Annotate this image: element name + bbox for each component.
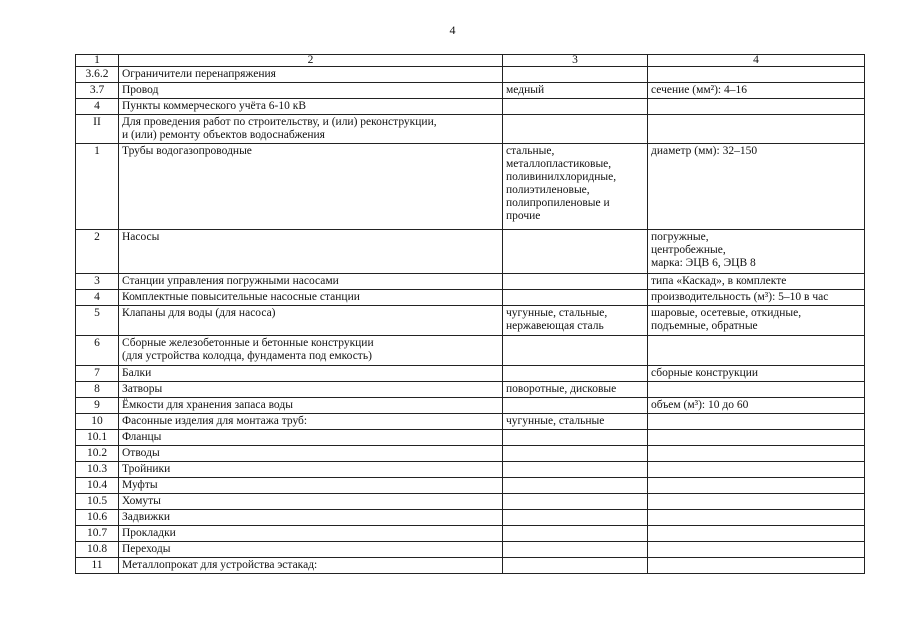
table-row (76, 67, 865, 83)
row-number: 10.8 (76, 542, 119, 558)
row-material (503, 430, 648, 446)
row-number: 3.6.2 (76, 67, 119, 83)
row-material (503, 462, 648, 478)
row-name: Задвижки (119, 510, 503, 526)
row-material (503, 366, 648, 382)
header-col-4: 4 (648, 55, 865, 67)
row-name: Хомуты (119, 494, 503, 510)
row-name: Насосы (119, 230, 503, 274)
row-spec (648, 67, 865, 83)
row-number: 4 (76, 99, 119, 115)
row-number: II (76, 115, 119, 144)
row-number: 9 (76, 398, 119, 414)
table-row (76, 510, 865, 526)
row-name: Сборные железобетонные и бетонные конструкции (для устройства колодца, фундамента под емкость) (119, 336, 503, 366)
equipment-table (75, 54, 865, 574)
row-name: Затворы (119, 382, 503, 398)
row-spec (648, 478, 865, 494)
row-material: чугунные, стальные, нержавеющая сталь (503, 306, 648, 336)
row-number: 10.3 (76, 462, 119, 478)
row-spec: объем (м³): 10 до 60 (648, 398, 865, 414)
row-number: 7 (76, 366, 119, 382)
row-spec: сечение (мм²): 4–16 (648, 83, 865, 99)
table-row (76, 99, 865, 115)
row-spec (648, 414, 865, 430)
row-number: 3 (76, 274, 119, 290)
header-col-2: 2 (119, 55, 503, 67)
row-material: стальные, металлопластиковые, поливинилхлоридные, полиэтиленовые, полипропиленовые и прочие (503, 144, 648, 230)
table-header-row (76, 55, 865, 67)
row-spec (648, 558, 865, 574)
row-spec (648, 462, 865, 478)
row-name: Прокладки (119, 526, 503, 542)
table-row (76, 115, 865, 144)
row-name: Фланцы (119, 430, 503, 446)
table-row (76, 366, 865, 382)
row-material (503, 478, 648, 494)
row-material: чугунные, стальные (503, 414, 648, 430)
table-row (76, 274, 865, 290)
row-name: Клапаны для воды (для насоса) (119, 306, 503, 336)
row-spec: сборные конструкции (648, 366, 865, 382)
row-name: Станции управления погружными насосами (119, 274, 503, 290)
row-spec: шаровые, осетевые, откидные, подъемные, обратные (648, 306, 865, 336)
row-number: 1 (76, 144, 119, 230)
row-spec (648, 446, 865, 462)
row-material (503, 558, 648, 574)
row-number: 2 (76, 230, 119, 274)
row-name: Ограничители перенапряжения (119, 67, 503, 83)
table-row (76, 144, 865, 230)
row-number: 8 (76, 382, 119, 398)
header-col-3: 3 (503, 55, 648, 67)
table-row (76, 290, 865, 306)
row-number: 4 (76, 290, 119, 306)
row-material (503, 398, 648, 414)
row-material (503, 494, 648, 510)
row-material (503, 115, 648, 144)
row-number: 10.4 (76, 478, 119, 494)
row-spec (648, 336, 865, 366)
row-material (503, 542, 648, 558)
table-body (76, 67, 865, 574)
row-spec (648, 494, 865, 510)
row-number: 10 (76, 414, 119, 430)
row-material (503, 336, 648, 366)
table-row (76, 414, 865, 430)
row-material (503, 446, 648, 462)
row-number: 11 (76, 558, 119, 574)
table-row (76, 494, 865, 510)
row-spec (648, 382, 865, 398)
table-row (76, 336, 865, 366)
row-spec (648, 526, 865, 542)
row-name: Ёмкости для хранения запаса воды (119, 398, 503, 414)
row-material: поворотные, дисковые (503, 382, 648, 398)
row-spec (648, 542, 865, 558)
row-spec: производительность (м³): 5–10 в час (648, 290, 865, 306)
table-row (76, 83, 865, 99)
row-material (503, 274, 648, 290)
table-row (76, 462, 865, 478)
row-name: Переходы (119, 542, 503, 558)
row-material (503, 230, 648, 274)
row-name: Балки (119, 366, 503, 382)
table-row (76, 230, 865, 274)
row-number: 10.6 (76, 510, 119, 526)
row-material (503, 67, 648, 83)
table-row (76, 430, 865, 446)
row-name: Комплектные повысительные насосные станции (119, 290, 503, 306)
row-spec (648, 510, 865, 526)
page-number: 4 (449, 23, 456, 37)
row-spec (648, 99, 865, 115)
row-spec: типа «Каскад», в комплекте (648, 274, 865, 290)
row-name: Фасонные изделия для монтажа труб: (119, 414, 503, 430)
row-material (503, 526, 648, 542)
table-row (76, 558, 865, 574)
row-number: 10.7 (76, 526, 119, 542)
row-name: Для проведения работ по строительству, и (или) реконструкции, и (или) ремонту объектов водоснабжения (119, 115, 503, 144)
row-number: 6 (76, 336, 119, 366)
table-row (76, 446, 865, 462)
row-spec (648, 430, 865, 446)
row-material (503, 99, 648, 115)
row-name: Отводы (119, 446, 503, 462)
table-row (76, 306, 865, 336)
row-material (503, 510, 648, 526)
row-name: Пункты коммерческого учёта 6-10 кВ (119, 99, 503, 115)
row-name: Трубы водогазопроводные (119, 144, 503, 230)
row-name: Металлопрокат для устройства эстакад: (119, 558, 503, 574)
row-spec: диаметр (мм): 32–150 (648, 144, 865, 230)
row-spec: погружные, центробежные, марка: ЭЦВ 6, ЭЦВ 8 (648, 230, 865, 274)
row-number: 3.7 (76, 83, 119, 99)
row-name: Провод (119, 83, 503, 99)
row-number: 10.5 (76, 494, 119, 510)
table-row (76, 398, 865, 414)
row-number: 5 (76, 306, 119, 336)
row-name: Тройники (119, 462, 503, 478)
row-number: 10.1 (76, 430, 119, 446)
row-material (503, 290, 648, 306)
table-row (76, 478, 865, 494)
table-row (76, 542, 865, 558)
row-material: медный (503, 83, 648, 99)
row-number: 10.2 (76, 446, 119, 462)
header-col-1: 1 (76, 55, 119, 67)
row-spec (648, 115, 865, 144)
table-row (76, 526, 865, 542)
table-row (76, 382, 865, 398)
row-name: Муфты (119, 478, 503, 494)
